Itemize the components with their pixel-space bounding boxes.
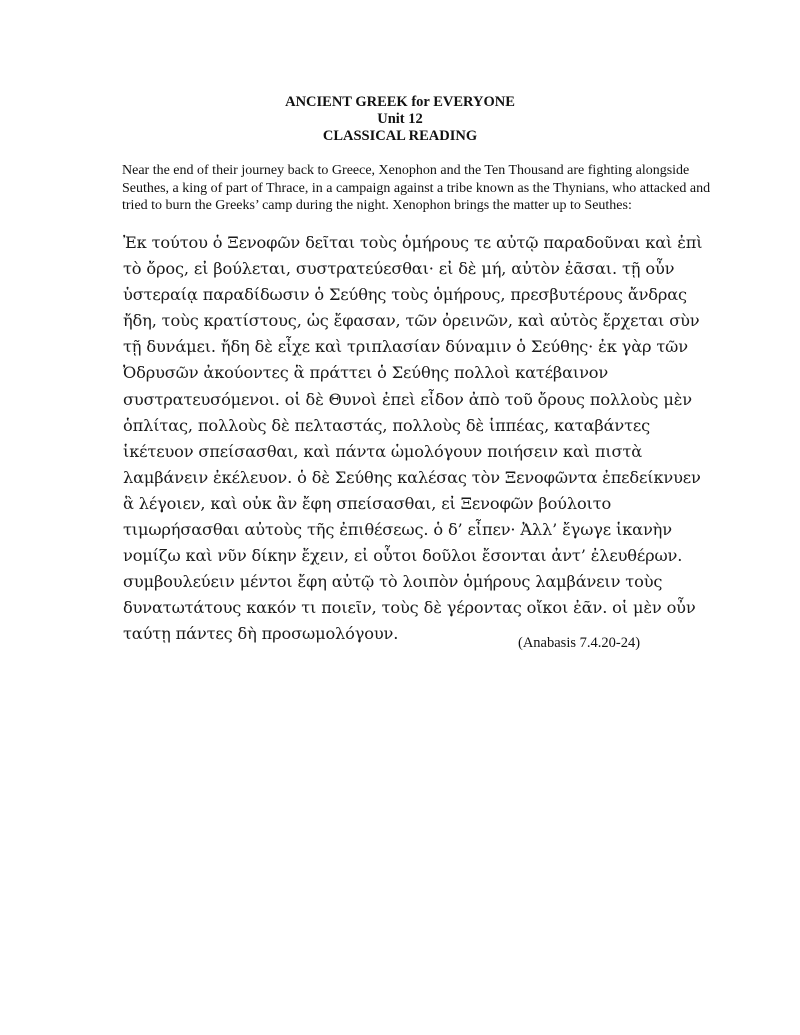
greek-line: συστρατευσόμενοι. οἱ δὲ Θυνοὶ ἐπεὶ εἶδον ἀπὸ τοῦ ὄρους πολλοὺς μὲν — [123, 389, 692, 409]
greek-line: ταύτῃ πάντες δὴ προσωμολόγουν. — [123, 624, 399, 644]
intro-paragraph — [122, 162, 711, 215]
greek-line: Ἐκ τούτου ὁ Ξενοφῶν δεῖται τοὺς ὁμήρους τε αὐτῷ παραδοῦναι καὶ ἐπὶ — [123, 233, 703, 252]
greek-line: λαμβάνειν ἐκέλευον. ὁ δὲ Σεύθης καλέσας τὸν Ξενοφῶντα ἐπεδείκνυεν — [123, 467, 701, 487]
intro-line: tried to burn the Greeks’ camp during the night. Xenophon brings the matter up to Seuthes: — [122, 198, 632, 213]
greek-line: ὑστεραίᾳ παραδίδωσιν ὁ Σεύθης τοὺς ὁμήρους, πρεσβυτέρους ἄνδρας — [123, 285, 687, 305]
greek-line: τιμωρήσασθαι αὐτοὺς τῆς ἐπιθέσεως. ὁ δ’ εἶπεν· Ἀλλ’ ἔγωγε ἱκανὴν — [123, 520, 672, 540]
greek-line: ἱκέτευον σπείσασθαι, καὶ πάντα ὡμολόγουν ποιήσειν καὶ πιστὰ — [123, 441, 643, 461]
document-title: ANCIENT GREEK for EVERYONE — [285, 94, 515, 110]
unit-label: Unit 12 — [377, 111, 423, 127]
greek-reading-passage — [123, 230, 723, 648]
greek-line: ὁπλίτας, πολλοὺς δὲ πελταστάς, πολλοὺς δὲ ἱππέας, καταβάντες — [123, 415, 651, 435]
greek-line: ἤδη, τοὺς κρατίστους, ὡς ἔφασαν, τῶν ὀρεινῶν, καὶ αὐτὸς ἔρχεται σὺν — [123, 311, 700, 331]
intro-line: Seuthes, a king of part of Thrace, in a campaign against a tribe known as the Thynians, who attacked and — [122, 180, 711, 196]
greek-line: τὸ ὄρος, εἰ βούλεται, συστρατεύεσθαι· εἰ δὲ μή, αὐτὸν ἐᾶσαι. τῇ οὖν — [123, 259, 675, 279]
greek-line: τῇ δυνάμει. ἤδη δὲ εἶχε καὶ τριπλασίαν δύναμιν ὁ Σεύθης· ἐκ γὰρ τῶν — [123, 337, 688, 357]
greek-line: συμβουλεύειν μέντοι ἔφη αὐτῷ τὸ λοιπὸν ὁμήρους λαμβάνειν τοὺς — [123, 572, 663, 592]
source-citation: (Anabasis 7.4.20-24) — [518, 635, 641, 651]
greek-line: Ὀδρυσῶν ἀκούοντες ἃ πράττει ὁ Σεύθης πολλοὶ κατέβαινον — [123, 363, 609, 383]
greek-line: νομίζω καὶ νῦν δίκην ἔχειν, εἰ οὗτοι δοῦλοι ἔσονται ἀντ’ ἐλευθέρων. — [123, 546, 683, 566]
greek-line: ἃ λέγοιεν, καὶ οὐκ ἂν ἔφη σπείσασθαι, εἰ Ξενοφῶν βούλοιτο — [123, 493, 612, 513]
greek-line: δυνατωτάτους κακόν τι ποιεῖν, τοὺς δὲ γέροντας οἴκοι ἐᾶν. οἱ μὲν οὖν — [123, 598, 696, 618]
intro-line: Near the end of their journey back to Greece, Xenophon and the Ten Thousand are fighting alongside — [122, 163, 690, 178]
section-title: CLASSICAL READING — [322, 128, 478, 144]
document-header — [0, 94, 800, 145]
